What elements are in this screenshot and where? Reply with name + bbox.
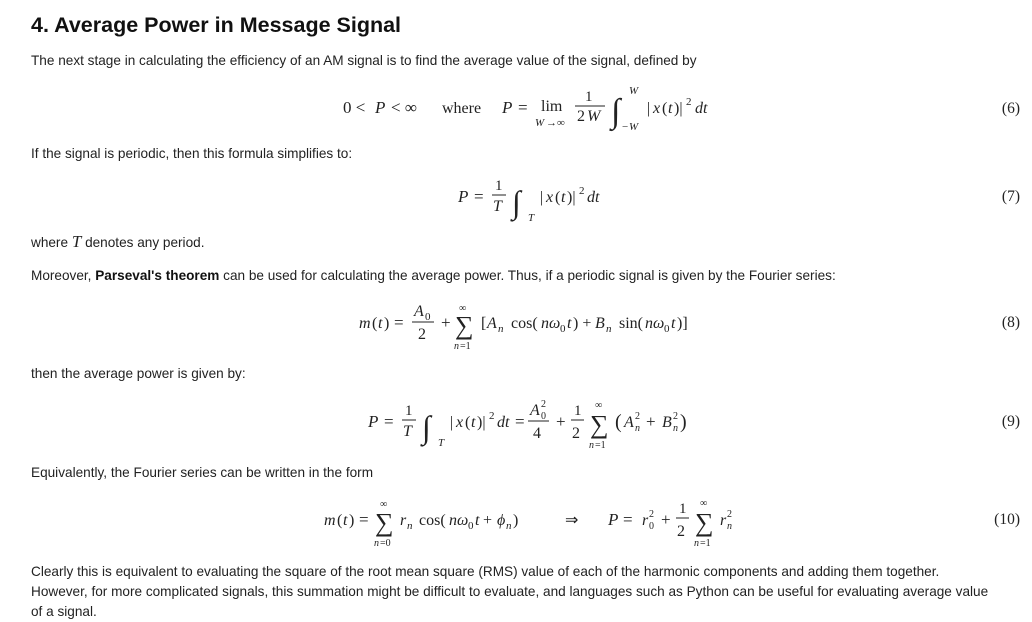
svg-text:A: A [624, 414, 634, 431]
svg-text:n: n [727, 521, 732, 532]
svg-text:T: T [493, 198, 502, 215]
equation-9-number: (9) [1001, 413, 1020, 430]
svg-text:|: | [647, 100, 651, 117]
svg-text:∫: ∫ [611, 93, 621, 130]
svg-text:1: 1 [679, 501, 687, 517]
svg-text:(: ( [615, 411, 622, 433]
svg-text:t: t [561, 189, 566, 206]
svg-text:dt: dt [695, 100, 708, 117]
svg-text:n: n [589, 440, 594, 451]
svg-text:n: n [606, 323, 612, 335]
svg-text:(: ( [555, 189, 561, 206]
svg-text:∞: ∞ [459, 303, 467, 314]
period-prefix: where [31, 235, 69, 250]
paragraph-parseval [31, 266, 836, 286]
svg-text:r: r [720, 512, 727, 529]
svg-text:=: = [384, 412, 394, 431]
svg-text:(: ( [337, 512, 343, 529]
svg-text:): ) [349, 512, 355, 529]
paragraph-intro: The next stage in calculating the efficiency of an AM signal is to find the average value of the signal, defined by [31, 53, 697, 68]
svg-text:nω: nω [541, 315, 561, 332]
svg-text:+: + [556, 412, 566, 431]
paragraph-conclusion-line-1: Clearly this is equivalent to evaluating the square of the root mean square (RMS) value of each of the harmonic components and adding them together. [31, 564, 940, 579]
paragraph-equivalent: Equivalently, the Fourier series can be written in the form [31, 465, 374, 480]
svg-text:): ) [680, 411, 687, 433]
svg-text:P: P [368, 412, 379, 431]
svg-text:2: 2 [572, 425, 580, 442]
svg-text:nω: nω [449, 512, 469, 529]
svg-text:)|: )| [567, 189, 576, 206]
svg-text:A: A [414, 303, 424, 320]
svg-text:=: = [474, 187, 484, 206]
svg-text:=0: =0 [380, 538, 391, 549]
paragraph-period [31, 232, 204, 253]
svg-text:0: 0 [541, 411, 546, 422]
svg-text:2: 2 [635, 411, 640, 422]
paragraph-average-power: then the average power is given by: [31, 366, 246, 381]
svg-text:0: 0 [664, 323, 670, 335]
svg-text:r: r [400, 512, 407, 529]
svg-text:=: = [623, 510, 633, 529]
svg-text:2: 2 [673, 411, 678, 422]
svg-text:n: n [374, 538, 379, 549]
svg-text:A: A [530, 402, 540, 419]
period-suffix: denotes any period. [85, 235, 205, 250]
svg-text:< ∞: < ∞ [391, 98, 417, 117]
parseval-prefix: Moreover, [31, 268, 92, 283]
svg-text:+: + [441, 313, 451, 332]
svg-text:) +: ) + [573, 315, 592, 332]
svg-text:B: B [662, 414, 672, 431]
svg-text:2: 2 [649, 509, 654, 520]
svg-text:2: 2 [677, 523, 685, 540]
svg-text:x: x [546, 189, 554, 206]
svg-text:=1: =1 [595, 440, 606, 451]
svg-text:0: 0 [649, 521, 654, 532]
svg-text:): ) [384, 315, 390, 332]
svg-text:B: B [595, 315, 605, 332]
svg-text:n: n [454, 341, 459, 352]
svg-text:n: n [673, 423, 678, 434]
svg-text:(: ( [372, 315, 378, 332]
svg-text:t: t [475, 512, 480, 529]
period-symbol: T [71, 232, 82, 251]
svg-text:2: 2 [541, 399, 546, 410]
svg-text:0: 0 [425, 311, 431, 323]
paragraph-conclusion-line-3: of a signal. [31, 604, 97, 619]
svg-text:P: P [502, 98, 513, 117]
parseval-term: Parseval's theorem [95, 268, 220, 283]
svg-text:=: = [394, 313, 404, 332]
equation-10 [320, 492, 750, 562]
equation-9 [360, 394, 695, 464]
svg-text:=: = [359, 510, 369, 529]
svg-text:1: 1 [574, 403, 582, 419]
equation-8 [355, 296, 700, 366]
svg-text:0: 0 [468, 520, 474, 532]
svg-text:(: ( [465, 414, 471, 431]
svg-text:P: P [375, 98, 386, 117]
svg-text:∫: ∫ [422, 409, 431, 445]
svg-text:∑: ∑ [375, 508, 394, 537]
svg-text:n: n [506, 520, 512, 532]
svg-text:A: A [487, 315, 497, 332]
svg-text:1: 1 [495, 178, 503, 194]
svg-text:cos(: cos( [419, 512, 446, 529]
equation-7 [450, 175, 610, 245]
svg-text:m: m [359, 315, 371, 332]
equation-6 [335, 80, 725, 150]
svg-text:t: t [668, 100, 673, 117]
svg-text:+: + [646, 412, 656, 431]
svg-text:[: [ [481, 315, 487, 332]
svg-text:∞: ∞ [380, 499, 388, 510]
svg-text:): ) [513, 512, 519, 529]
svg-text:P: P [608, 510, 619, 529]
svg-text:sin(: sin( [619, 315, 643, 332]
svg-text:∑: ∑ [455, 311, 474, 340]
svg-text:n: n [407, 520, 413, 532]
svg-text:|: | [450, 414, 454, 431]
svg-text:cos(: cos( [511, 315, 538, 332]
svg-text:r: r [642, 512, 649, 529]
svg-text:W: W [587, 108, 601, 125]
svg-text:2: 2 [727, 509, 732, 520]
svg-text:(: ( [662, 100, 668, 117]
equation-10-number: (10) [994, 511, 1020, 528]
svg-text:dt: dt [497, 414, 510, 431]
svg-text:−: − [622, 121, 629, 133]
equation-8-number: (8) [1001, 314, 1020, 331]
svg-text:2: 2 [577, 108, 585, 125]
svg-text:W: W [535, 117, 545, 129]
equation-7-number: (7) [1001, 188, 1020, 205]
svg-text:2: 2 [418, 326, 426, 343]
svg-text:4: 4 [533, 425, 541, 442]
svg-text:T: T [528, 212, 535, 224]
svg-text:|: | [540, 189, 544, 206]
svg-text:0 <: 0 < [343, 98, 366, 117]
svg-text:∫: ∫ [512, 184, 521, 220]
svg-text:2: 2 [686, 96, 692, 108]
parseval-suffix: can be used for calculating the average power. Thus, if a periodic signal is given by the Fourier series: [223, 268, 836, 283]
svg-text:)]: )] [677, 315, 688, 332]
section-heading: 4. Average Power in Message Signal [31, 13, 402, 37]
svg-text:T: T [403, 423, 412, 440]
svg-text:+: + [483, 512, 493, 529]
svg-text:0: 0 [560, 323, 566, 335]
svg-text:2: 2 [579, 185, 585, 197]
svg-text:)|: )| [477, 414, 486, 431]
svg-text:⇒: ⇒ [565, 512, 579, 529]
svg-text:t: t [671, 315, 676, 332]
paragraph-periodic: If the signal is periodic, then this formula simplifies to: [31, 146, 353, 161]
svg-text:1: 1 [405, 403, 413, 419]
svg-text:x: x [653, 100, 661, 117]
svg-text:=: = [515, 412, 525, 431]
svg-text:∞: ∞ [700, 498, 708, 509]
svg-text:)|: )| [674, 100, 683, 117]
svg-text:where: where [442, 100, 482, 117]
svg-text:∑: ∑ [590, 410, 609, 439]
paragraph-conclusion-line-2: However, for more complicated signals, this summation might be difficult to evaluate, and languages such as Python can be useful for evaluating average value [31, 584, 989, 599]
svg-text:n: n [498, 323, 504, 335]
svg-text:lim: lim [541, 98, 563, 115]
svg-text:T: T [438, 437, 445, 449]
svg-text:n: n [635, 423, 640, 434]
equation-6-number: (6) [1001, 100, 1020, 117]
svg-text:dt: dt [587, 189, 600, 206]
svg-text:n: n [694, 538, 699, 549]
svg-text:+: + [661, 510, 671, 529]
svg-text:ϕ: ϕ [497, 512, 506, 529]
svg-text:1: 1 [585, 89, 593, 105]
svg-text:t: t [567, 315, 572, 332]
svg-text:t: t [378, 315, 383, 332]
svg-text:∑: ∑ [695, 508, 714, 537]
svg-text:∞: ∞ [595, 400, 603, 411]
svg-text:W: W [629, 85, 639, 97]
svg-text:=: = [518, 98, 528, 117]
svg-text:=1: =1 [460, 341, 471, 352]
svg-text:2: 2 [489, 410, 495, 422]
svg-text:t: t [471, 414, 476, 431]
svg-text:W: W [629, 121, 639, 133]
svg-text:t: t [343, 512, 348, 529]
svg-text:nω: nω [645, 315, 665, 332]
svg-text:=1: =1 [700, 538, 711, 549]
svg-text:→∞: →∞ [546, 117, 565, 129]
svg-text:x: x [456, 414, 464, 431]
svg-text:P: P [458, 187, 469, 206]
svg-text:m: m [324, 512, 336, 529]
